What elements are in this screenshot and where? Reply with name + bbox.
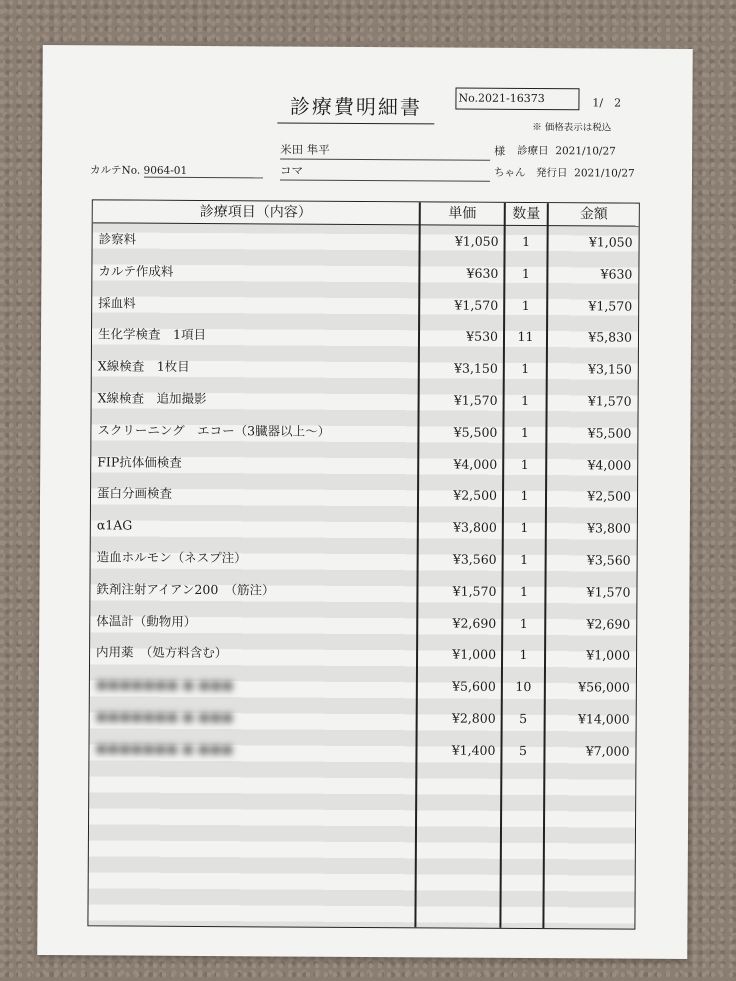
item-qty: 1	[520, 488, 529, 504]
header-item: 診療項目（内容）	[199, 203, 312, 221]
visit-date-line	[517, 143, 616, 159]
item-price: ¥1,570	[453, 392, 498, 408]
item-amount: ¥1,570	[587, 393, 632, 409]
item-price: ¥1,570	[454, 297, 499, 313]
item-name: 診察料	[98, 231, 137, 247]
table-row	[90, 573, 636, 608]
redacted-item-name: ■■■■■■■ ■ ■■■	[95, 676, 234, 693]
item-price: ¥4,000	[453, 456, 498, 472]
item-amount: ¥3,150	[588, 361, 632, 377]
item-price: ¥2,690	[452, 615, 497, 631]
item-price: ¥1,400	[451, 742, 496, 758]
table-row	[91, 509, 637, 544]
table-row	[90, 605, 636, 640]
table-row	[91, 478, 637, 513]
table-row	[89, 732, 635, 767]
document-number: No.2021-16373	[455, 88, 579, 111]
pet-suffix: ちゃん	[493, 166, 526, 179]
item-price: ¥5,600	[452, 678, 496, 694]
pet-name: コマ	[280, 162, 490, 181]
karte-number: 9064-01	[143, 165, 263, 179]
issue-date-label: 発行日	[535, 167, 568, 180]
item-price: ¥5,500	[453, 424, 498, 440]
item-amount: ¥14,000	[577, 711, 630, 727]
table-body	[89, 223, 638, 767]
item-price: ¥3,150	[454, 360, 498, 376]
item-qty: 1	[520, 424, 529, 440]
table-header	[93, 200, 639, 226]
table-row	[90, 700, 636, 735]
table-row	[92, 351, 638, 386]
header-amount: 金額	[579, 206, 608, 223]
tax-note: ※ 価格表示は税込	[532, 122, 612, 134]
item-qty: 1	[520, 520, 529, 536]
item-amount: ¥56,000	[578, 679, 630, 695]
item-qty: 5	[519, 710, 528, 726]
item-qty: 1	[521, 265, 530, 281]
item-amount: ¥1,570	[586, 584, 631, 600]
item-name: 造血ホルモン（ネスプ注）	[96, 549, 247, 566]
header-qty: 数量	[512, 205, 541, 223]
issue-date-line	[536, 165, 635, 181]
item-amount: ¥5,830	[588, 329, 633, 346]
table-row	[92, 382, 638, 417]
item-qty: 5	[518, 742, 528, 758]
item-price: ¥1,000	[452, 646, 497, 663]
table-row	[91, 446, 637, 481]
table-row	[91, 541, 637, 576]
item-qty: 1	[522, 233, 531, 250]
item-amount: ¥2,500	[587, 488, 632, 504]
item-price: ¥530	[466, 329, 499, 345]
fee-table	[87, 199, 639, 929]
item-qty: 1	[519, 615, 528, 631]
header-price: 単価	[448, 205, 477, 222]
item-price: ¥1,570	[452, 583, 497, 599]
item-amount: ¥7,000	[585, 743, 630, 759]
visit-date: 2021/10/27	[555, 145, 616, 158]
table-row	[93, 223, 639, 258]
table-row	[92, 287, 638, 322]
redacted-item-name: ■■■■■■■ ■ ■■■	[95, 740, 234, 756]
item-price: ¥2,500	[453, 487, 498, 504]
item-name: 採血料	[98, 294, 136, 311]
table-row	[90, 668, 636, 703]
item-qty: 1	[521, 297, 530, 313]
item-name: 体温計（動物用）	[96, 612, 197, 629]
item-price: ¥2,800	[451, 710, 496, 726]
item-amount: ¥1,000	[586, 647, 631, 663]
item-price: ¥630	[466, 265, 499, 281]
item-price: ¥1,050	[454, 233, 499, 249]
item-name: X線検査 1枚目	[97, 358, 190, 375]
visit-date-label: 診療日	[517, 144, 549, 158]
item-name: 生化学検査 1項目	[97, 326, 207, 343]
table-row	[92, 255, 638, 290]
item-name: 内用薬 （処方料含む）	[96, 644, 228, 661]
item-qty: 11	[517, 329, 534, 345]
item-amount: ¥2,690	[586, 615, 631, 632]
item-qty: 1	[521, 361, 530, 377]
item-amount: ¥5,500	[587, 425, 632, 441]
item-amount: ¥630	[600, 266, 633, 282]
table-row	[90, 637, 636, 672]
table-row	[92, 319, 638, 354]
item-name: 蛋白分画検査	[97, 485, 173, 502]
item-price: ¥3,800	[453, 519, 497, 535]
item-name: 鉄剤注射アイアン200 （筋注）	[96, 581, 275, 598]
item-name: カルテ作成料	[98, 263, 174, 279]
item-amount: ¥4,000	[587, 456, 632, 473]
item-qty: 1	[520, 551, 529, 567]
item-qty: 1	[521, 392, 530, 408]
item-amount: ¥1,050	[588, 234, 633, 250]
issue-date: 2021/10/27	[574, 167, 635, 180]
item-qty: 1	[519, 583, 528, 599]
item-name: X線検査 追加撮影	[97, 390, 207, 407]
item-price: ¥3,560	[452, 551, 497, 567]
item-name: FIP抗体価検査	[97, 453, 182, 470]
item-qty: 10	[515, 679, 532, 695]
invoice-paper	[37, 45, 693, 959]
karte-label: カルテNo.	[89, 164, 141, 177]
item-name: スクリーニング エコー（3臓器以上～）	[97, 422, 331, 439]
owner-suffix: 様	[494, 144, 506, 158]
item-amount: ¥3,560	[586, 552, 631, 568]
item-qty: 1	[520, 456, 529, 472]
item-amount: ¥3,800	[587, 520, 631, 536]
owner-name: 米田 隼平	[280, 141, 490, 160]
redacted-item-name: ■■■■■■■ ■ ■■■	[95, 708, 234, 725]
karte-line	[90, 162, 263, 178]
document-title: 診療費明細書	[277, 90, 434, 124]
item-amount: ¥1,570	[588, 297, 633, 314]
table-row	[91, 414, 637, 449]
item-name: α1AG	[96, 517, 133, 533]
page-number: 1/ 2	[592, 96, 622, 110]
item-qty: 1	[519, 647, 528, 663]
